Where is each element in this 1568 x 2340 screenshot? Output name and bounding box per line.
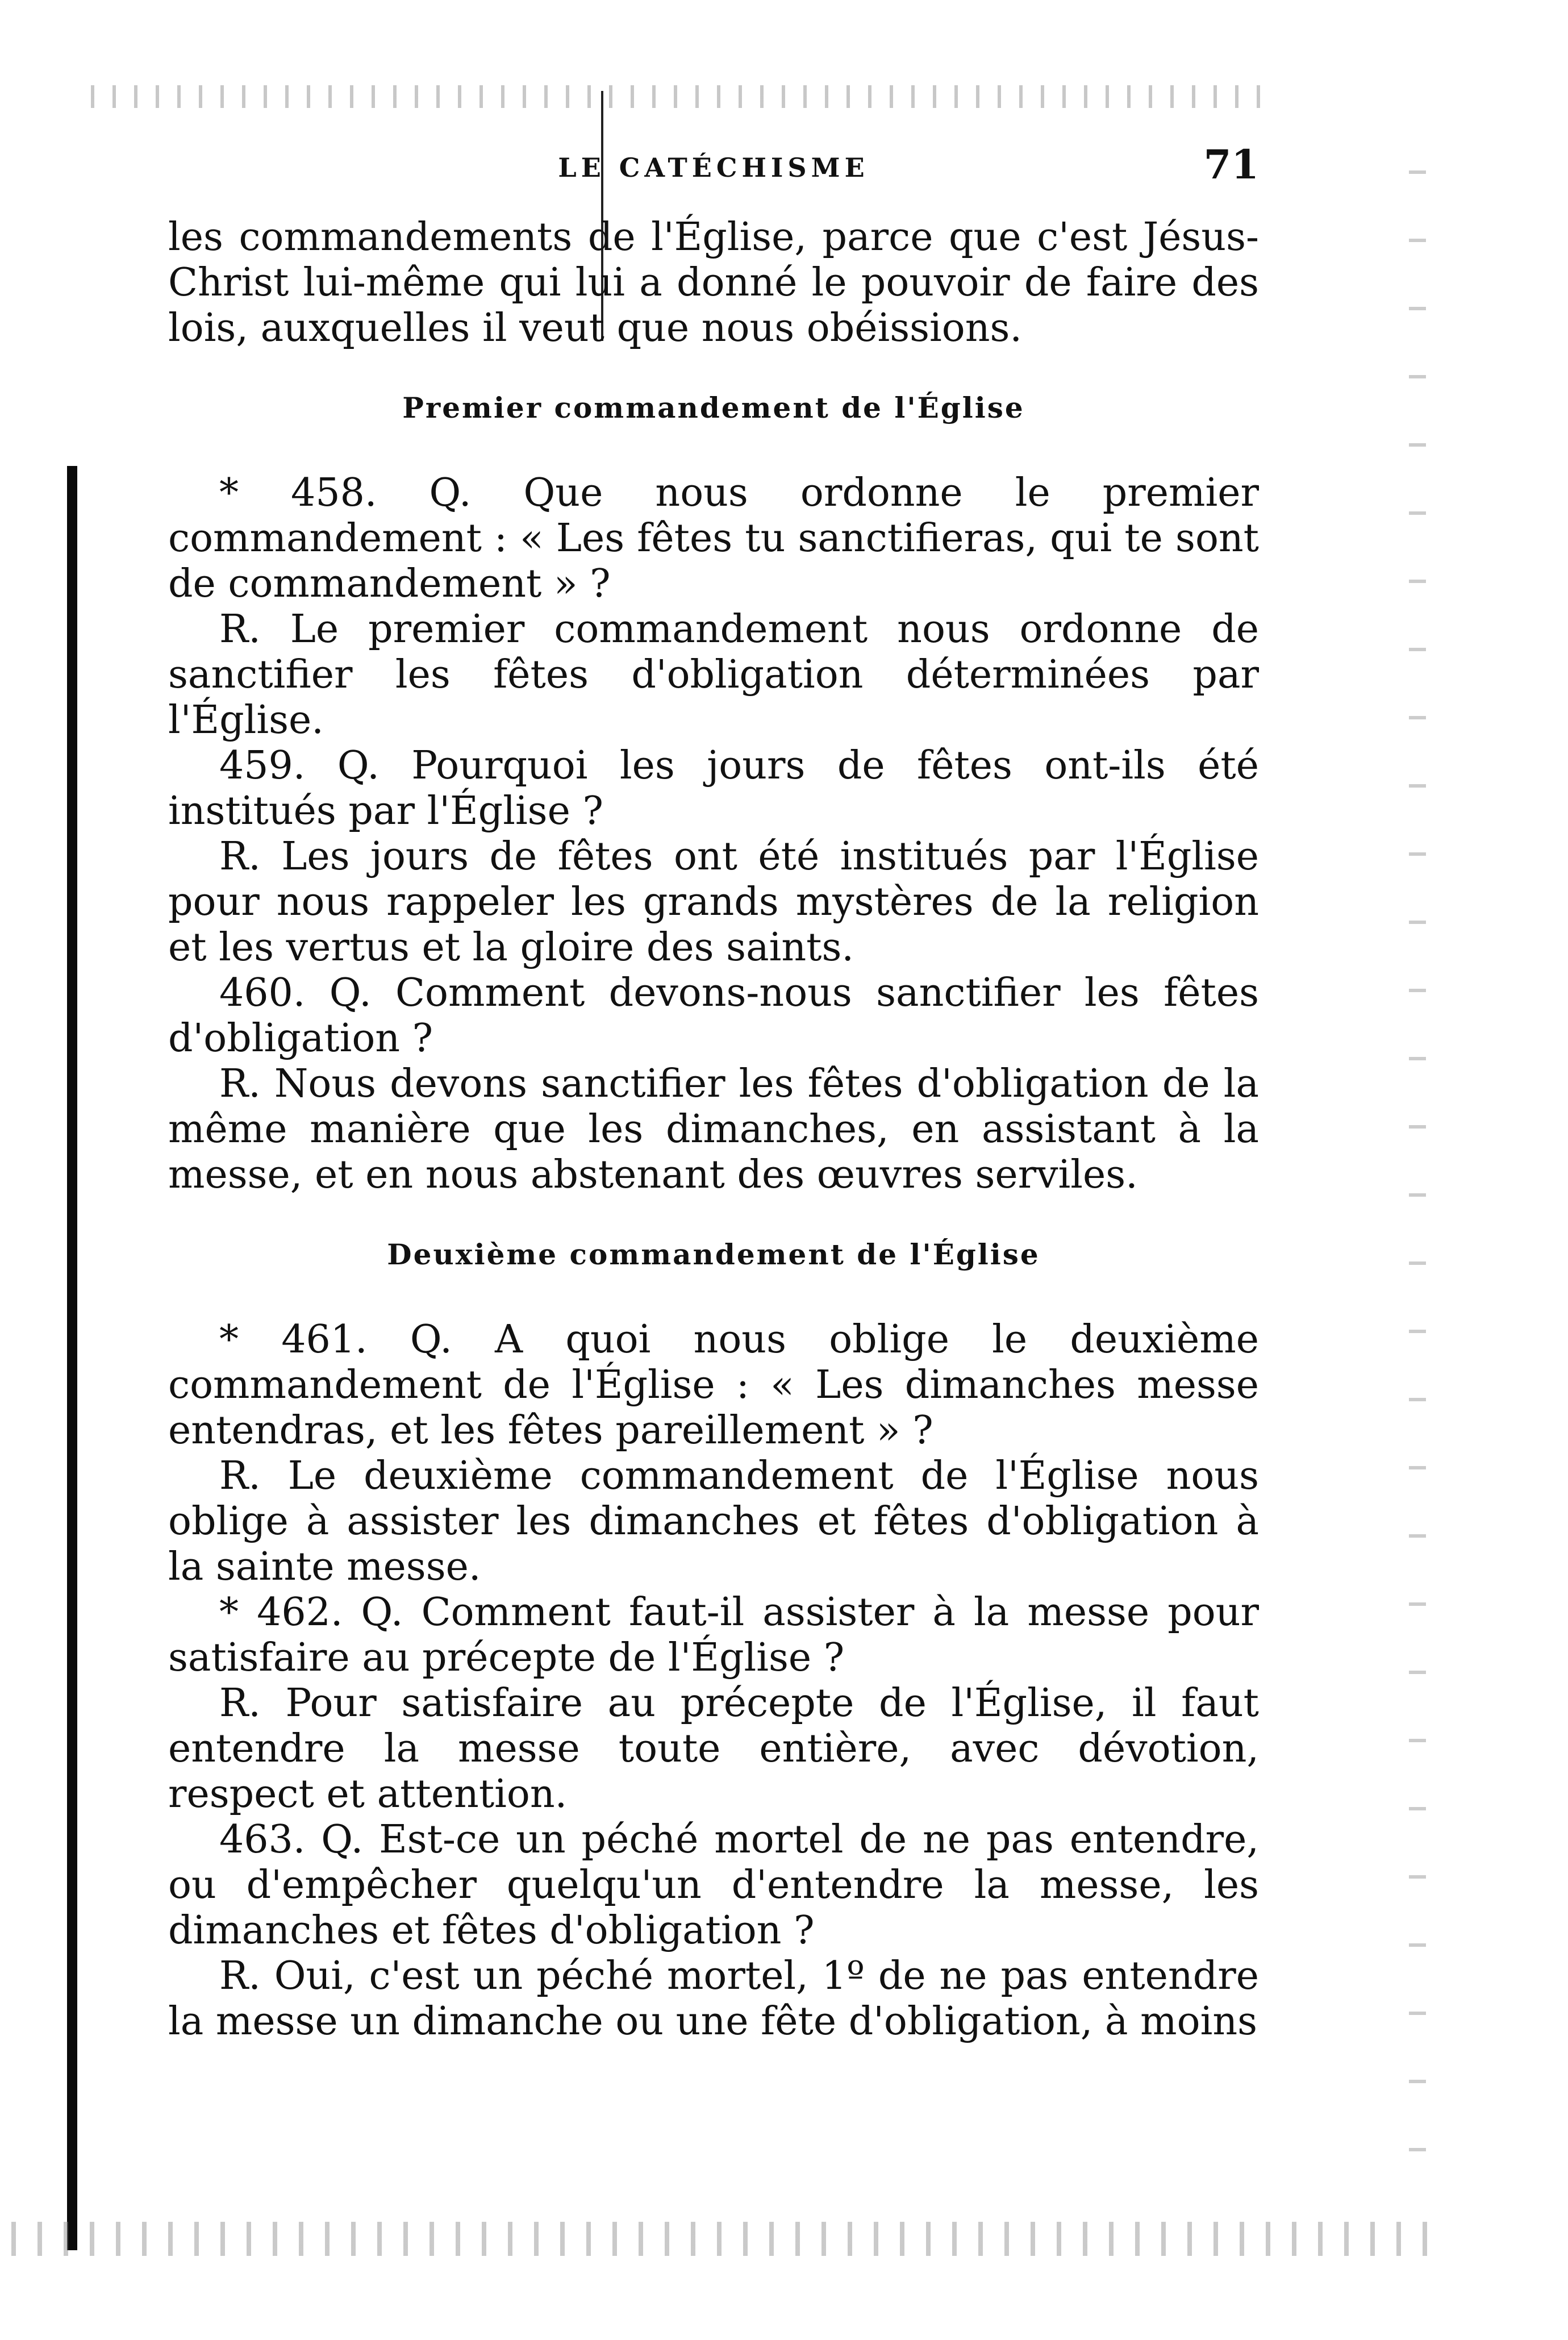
answer-458: R. Le premier commandement nous ordonne de sanctifier les fêtes d'obligation déterminées par l'Église. xyxy=(168,607,1259,743)
scan-noise-bottom xyxy=(11,2222,1432,2256)
question-460: 460. Q. Comment devons-nous sanctifier les fêtes d'obligation ? xyxy=(168,971,1259,1061)
running-head: LE CATÉCHISME xyxy=(558,152,869,183)
page-number: 71 xyxy=(1203,141,1259,188)
question-459: 459. Q. Pourquoi les jours de fêtes ont-ils été institués par l'Église ? xyxy=(168,743,1259,834)
question-461: * 461. Q. A quoi nous oblige le deuxième commandement de l'Église : « Les dimanches messe entendras, et les fêtes pareillement » ? xyxy=(168,1317,1259,1453)
page-header xyxy=(168,141,1259,203)
question-458: * 458. Q. Que nous ordonne le premier commandement : « Les fêtes tu sanctifieras, qui te sont de commandement » ? xyxy=(168,471,1259,606)
binding-shadow-bar xyxy=(67,466,77,2250)
scan-noise-top xyxy=(91,85,1273,108)
page-content xyxy=(168,141,1259,2045)
section-heading-deuxieme: Deuxième commandement de l'Église xyxy=(387,1238,1040,1271)
section-heading-premier: Premier commandement de l'Église xyxy=(402,391,1025,424)
scan-noise-right-edge xyxy=(1409,170,1426,2216)
question-463: 463. Q. Est-ce un péché mortel de ne pas entendre, ou d'empêcher quelqu'un d'entendre la messe, les dimanches et fêtes d'obligation ? xyxy=(168,1817,1259,1953)
answer-459: R. Les jours de fêtes ont été institués par l'Église pour nous rappeler les grands mystères de la religion et les vertus et la gloire des saints. xyxy=(168,834,1259,970)
question-462: * 462. Q. Comment faut-il assister à la messe pour satisfaire au précepte de l'Église ? xyxy=(168,1590,1259,1680)
answer-462: R. Pour satisfaire au précepte de l'Église, il faut entendre la messe toute entière, avec dévotion, respect et attention. xyxy=(168,1681,1259,1817)
intro-paragraph: les commandements de l'Église, parce que c'est Jésus-Christ lui-même qui lui a donné le pouvoir de faire des lois, auxquelles il veut que nous obéissions. xyxy=(168,215,1259,351)
answer-460: R. Nous devons sanctifier les fêtes d'obligation de la même manière que les dimanches, en assistant à la messe, et en nous abstenant des œuvres serviles. xyxy=(168,1061,1259,1197)
answer-461: R. Le deuxième commandement de l'Église nous oblige à assister les dimanches et fêtes d'obligation à la sainte messe. xyxy=(168,1454,1259,1589)
answer-463: R. Oui, c'est un péché mortel, 1º de ne pas entendre la messe un dimanche ou une fête d'obligation, à moins xyxy=(168,1954,1259,2044)
